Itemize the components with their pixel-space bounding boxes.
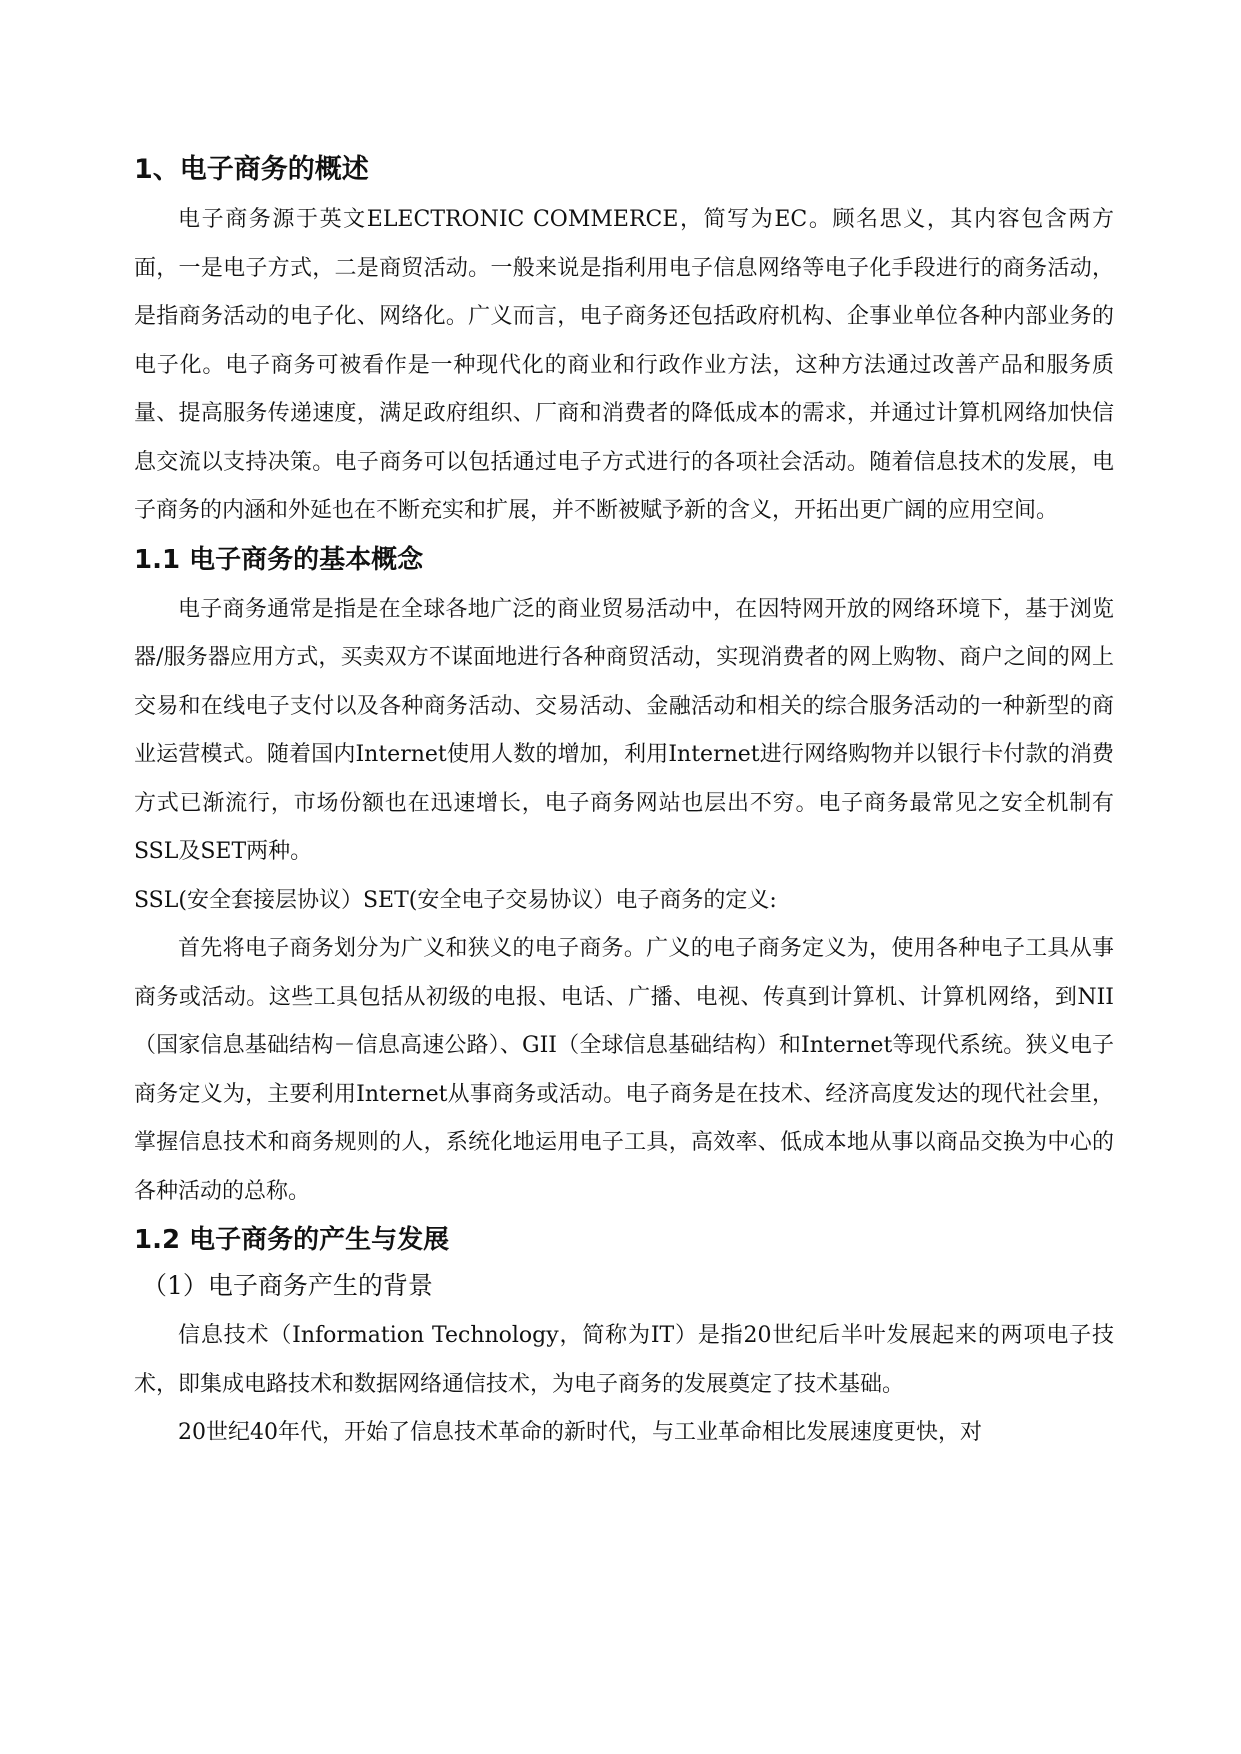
section-1-1-paragraph-3: 首先将电子商务划分为广义和狭义的电子商务。广义的电子商务定义为，使用各种电子工具从事商务或活动。这些工具包括从初级的电报、电话、广播、电视、传真到计算机、计算机网络，到NII（国家信息基础结构－信息高速公路）、GII（全球信息基础结构）和Internet等现代系统。狭义电子商务定义为，主要利用Internet从事商务或活动。电子商务是在技术、经济高度发达的现代社会里，掌握信息技术和商务规则的人，系统化地运用电子工具，高效率、低成本地从事以商品交换为中心的各种活动的总称。 — [134, 936, 1114, 1204]
section-1-1-paragraph-1: 电子商务通常是指是在全球各地广泛的商业贸易活动中，在因特网开放的网络环境下，基于浏览器/服务器应用方式，买卖双方不谋面地进行各种商贸活动，实现消费者的网上购物、商户之间的网上交易和在线电子支付以及各种商务活动、交易活动、金融活动和相关的综合服务活动的一种新型的商业运营模式。随着国内Internet使用人数的增加，利用Internet进行网络购物并以银行卡付款的消费方式已渐流行，市场份额也在迅速增长，电子商务网站也层出不穷。电子商务最常见之安全机制有SSL及SET两种。 — [134, 596, 1114, 864]
section-1-1-paragraph-2: SSL(安全套接层协议）SET(安全电子交易协议）电子商务的定义: — [134, 887, 777, 913]
section-1-paragraph: 电子商务源于英文ELECTRONIC COMMERCE，简写为EC。顾名思义，其内容包含两方面，一是电子方式，二是商贸活动。一般来说是指利用电子信息网络等电子化手段进行的商务活动，是指商务活动的电子化、网络化。广义而言，电子商务还包括政府机构、企事业单位各种内部业务的电子化。电子商务可被看作是一种现代化的商业和行政作业方法，这种方法通过改善产品和服务质量、提高服务传递速度，满足政府组织、厂商和消费者的降低成本的需求，并通过计算机网络加快信息交流以支持决策。电子商务可以包括通过电子方式进行的各项社会活动。随着信息技术的发展，电子商务的内涵和外延也在不断充实和扩展，并不断被赋予新的含义，开拓出更广阔的应用空间。 — [134, 207, 1114, 523]
section-1-2-paragraph-1: 信息技术（Information Technology，简称为IT）是指20世纪后半叶发展起来的两项电子技术，即集成电路技术和数据网络通信技术，为电子商务的发展奠定了技术基础。 — [134, 1323, 1114, 1397]
section-heading-1-2: 1.2 电子商务的产生与发展 — [134, 1225, 450, 1255]
section-heading-1-1: 1.1 电子商务的基本概念 — [134, 544, 424, 575]
section-heading-1: 1、电子商务的概述 — [134, 154, 369, 185]
subsection-heading-1: （1）电子商务产生的背景 — [142, 1271, 433, 1300]
document-page — [134, 150, 1114, 1458]
section-1-2-paragraph-2: 20世纪40年代，开始了信息技术革命的新时代，与工业革命相比发展速度更快，对 — [178, 1420, 982, 1445]
